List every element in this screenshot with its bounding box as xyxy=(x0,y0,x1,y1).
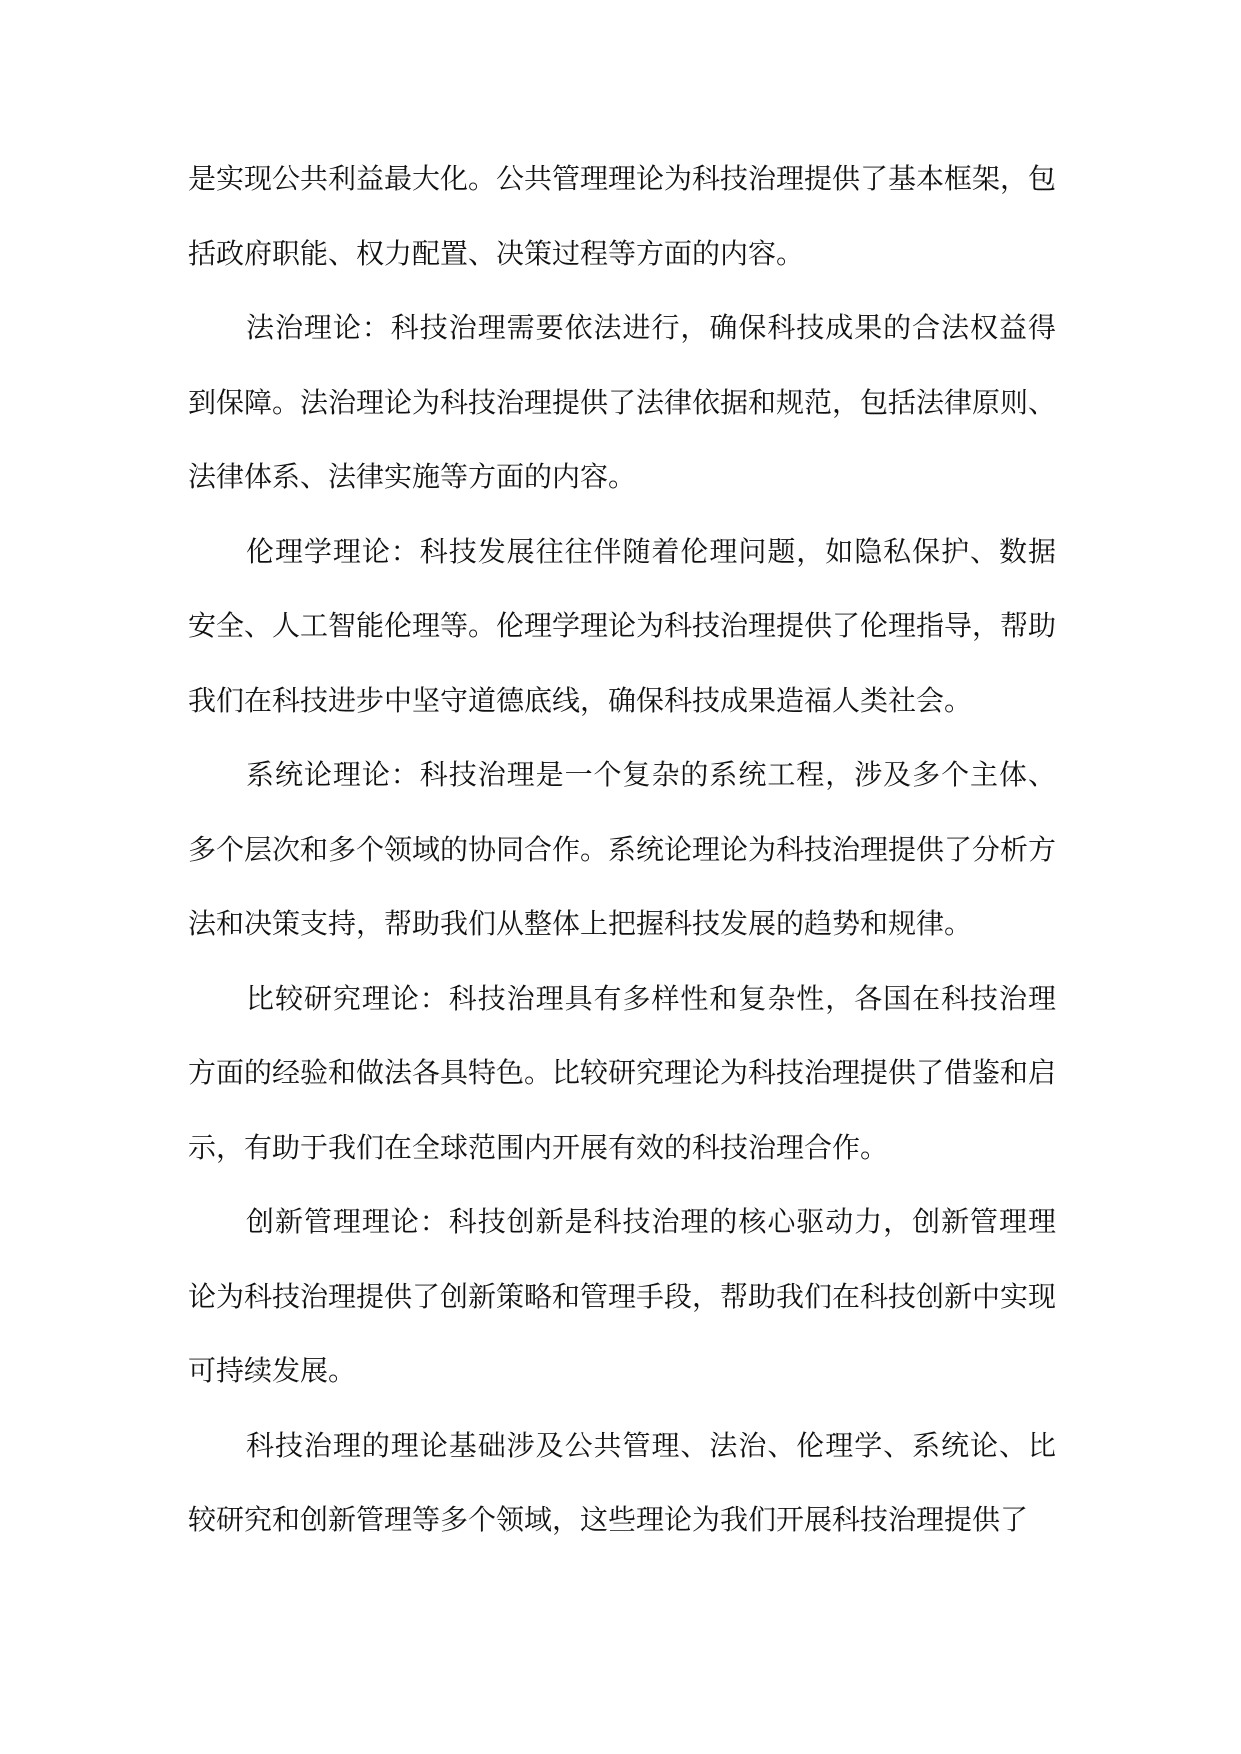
paragraph-ethics-theory: 伦理学理论：科技发展往往伴随着伦理问题，如隐私保护、数据安全、人工智能伦理等。伦理学理论为科技治理提供了伦理指导，帮助我们在科技进步中坚守道德底线，确保科技成果造福人类社会。 xyxy=(188,534,1057,717)
body-text xyxy=(188,142,1056,1558)
paragraph-continuation: 是实现公共利益最大化。公共管理理论为科技治理提供了基本框架，包括政府职能、权力配置、决策过程等方面的内容。 xyxy=(188,162,1057,270)
paragraph-rule-of-law-theory: 法治理论：科技治理需要依法进行，确保科技成果的合法权益得到保障。法治理论为科技治理提供了法律依据和规范，包括法律原则、法律体系、法律实施等方面的内容。 xyxy=(188,311,1057,493)
paragraph-systems-theory: 系统论理论：科技治理是一个复杂的系统工程，涉及多个主体、多个层次和多个领域的协同合作。系统论理论为科技治理提供了分析方法和决策支持，帮助我们从整体上把握科技发展的趋势和规律。 xyxy=(188,758,1057,940)
paragraph-summary: 科技治理的理论基础涉及公共管理、法治、伦理学、系统论、比较研究和创新管理等多个领域，这些理论为我们开展科技治理提供了 xyxy=(188,1428,1056,1536)
paragraph-comparative-theory: 比较研究理论：科技治理具有多样性和复杂性，各国在科技治理方面的经验和做法各具特色。比较研究理论为科技治理提供了借鉴和启示，有助于我们在全球范围内开展有效的科技治理合作。 xyxy=(188,981,1057,1164)
paragraph-innovation-theory: 创新管理理论：科技创新是科技治理的核心驱动力，创新管理理论为科技治理提供了创新策略和管理手段，帮助我们在科技创新中实现可持续发展。 xyxy=(188,1205,1057,1387)
